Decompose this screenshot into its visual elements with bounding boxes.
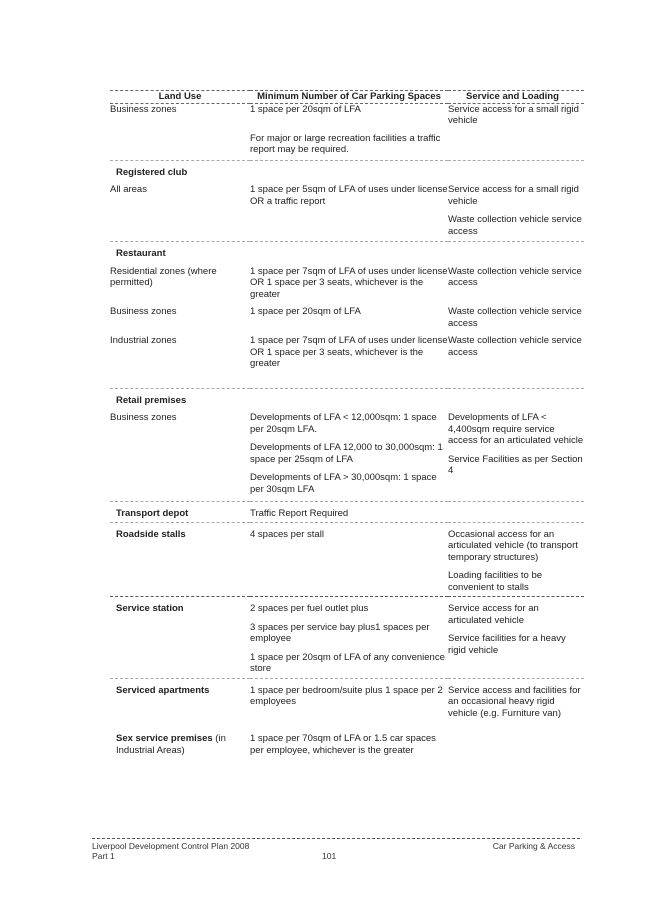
category-label: Roadside stalls (116, 528, 186, 540)
table-row (110, 103, 584, 127)
service-text: Service facilities for a heavy rigid vehicle (448, 633, 566, 656)
service-cell: Waste collection vehicle service access (448, 306, 582, 329)
parking-cell (250, 408, 448, 502)
parking-cell: 4 spaces per stall (250, 528, 324, 540)
category-label: Service station (116, 603, 184, 614)
parking-cell: 1 space per 5sqm of LFA of uses under license OR a traffic report (250, 184, 448, 207)
table-row (110, 502, 584, 522)
footer-doc-title: Liverpool Development Control Plan 2008 (92, 841, 250, 851)
parking-cell: Traffic Report Required (250, 508, 349, 519)
table-row (110, 408, 584, 502)
service-text: Loading facilities to be convenient to stalls (448, 570, 543, 593)
table-row (110, 127, 584, 161)
category-name: Sex service premises (116, 733, 213, 744)
category-label: Registered club (116, 166, 188, 178)
table-row (110, 329, 584, 388)
service-cell: Service access for a small rigid vehicle (448, 103, 579, 126)
table-row (110, 262, 584, 301)
table-header (110, 91, 584, 104)
parking-cell (250, 597, 448, 678)
table-row (110, 679, 584, 730)
service-text: Waste collection vehicle service access (448, 214, 582, 237)
service-cell (448, 597, 584, 678)
footer-part: Part 1 (92, 851, 115, 861)
header-min-parking: Minimum Number of Car Parking Spaces (250, 91, 448, 104)
service-text: Occasional access for an articulated vehicle (to transport temporary structures) (448, 528, 578, 563)
parking-cell: 1 space per 7sqm of LFA of uses under license OR 1 space per 3 seats, whichever is the greater (250, 265, 448, 300)
parking-cell: 1 space per 20sqm of LFA (250, 103, 361, 115)
header-service-loading: Service and Loading (448, 91, 584, 104)
service-cell (448, 180, 584, 242)
category-row (110, 242, 584, 262)
service-cell: Waste collection vehicle service access (448, 335, 582, 358)
category-suffix: (in Industrial Areas) (116, 733, 226, 756)
land-use-cell: Business zones (110, 103, 177, 115)
category-label: Serviced apartments (116, 684, 210, 696)
footer-left (92, 841, 249, 861)
service-text: Developments of LFA < 4,400sqm require service access for an articulated vehicle (448, 412, 584, 446)
parking-text: Developments of LFA > 30,000sqm: 1 space per 30sqm LFA (250, 472, 437, 495)
land-use-cell: All areas (110, 184, 147, 195)
parking-text: Developments of LFA 12,000 to 30,000sqm: 1 space per 25sqm of LFA (250, 442, 443, 465)
parking-cell: 1 space per 7sqm of LFA of uses under license OR 1 space per 3 seats, whichever is the greater (250, 335, 448, 369)
table-row (110, 729, 584, 756)
header-land-use: Land Use (110, 91, 250, 104)
car-parking-table (110, 90, 584, 756)
parking-text: 3 spaces per service bay plus1 spaces per employee (250, 621, 430, 644)
parking-cell: 1 space per 20sqm of LFA (250, 306, 361, 317)
service-cell (448, 523, 584, 597)
land-use-cell: Industrial zones (110, 335, 177, 346)
service-cell: Waste collection vehicle service access (448, 265, 582, 288)
parking-cell: 1 space per 70sqm of LFA or 1.5 car spaces per employee, whichever is the greater (250, 733, 436, 756)
footer-divider (92, 838, 580, 839)
parking-cell: 1 space per bedroom/suite plus 1 space per 2 employees (250, 684, 443, 707)
table-row (110, 597, 584, 678)
land-use-cell: Residential zones (where permitted) (110, 265, 217, 288)
page-number: 101 (322, 851, 337, 861)
land-use-cell: Business zones (110, 306, 177, 317)
category-row (110, 389, 584, 409)
category-label (110, 729, 250, 756)
parking-text: 2 spaces per fuel outlet plus (250, 603, 369, 614)
footer-section: Car Parking & Access (492, 841, 575, 851)
service-text: Service access for a small rigid vehicle (448, 184, 579, 207)
table-row (110, 180, 584, 242)
parking-text: 1 space per 20sqm of LFA of any convenience store (250, 651, 445, 674)
parking-cell: For major or large recreation facilities a traffic report may be required. (250, 132, 441, 155)
service-text: Service access for an articulated vehicle (448, 603, 539, 626)
table-row (110, 300, 584, 329)
parking-text: Developments of LFA < 12,000sqm: 1 space per 20sqm LFA. (250, 412, 437, 435)
category-label: Restaurant (116, 248, 166, 259)
category-label: Transport depot (116, 508, 189, 519)
service-cell: Service access and facilities for an occasional heavy rigid vehicle (e.g. Furniture van) (448, 684, 581, 719)
table-row (110, 523, 584, 597)
category-row (110, 161, 584, 181)
category-label: Retail premises (116, 394, 187, 406)
service-text: Service Facilities as per Section 4 (448, 453, 583, 476)
service-cell (448, 408, 584, 502)
land-use-cell: Business zones (110, 412, 177, 423)
